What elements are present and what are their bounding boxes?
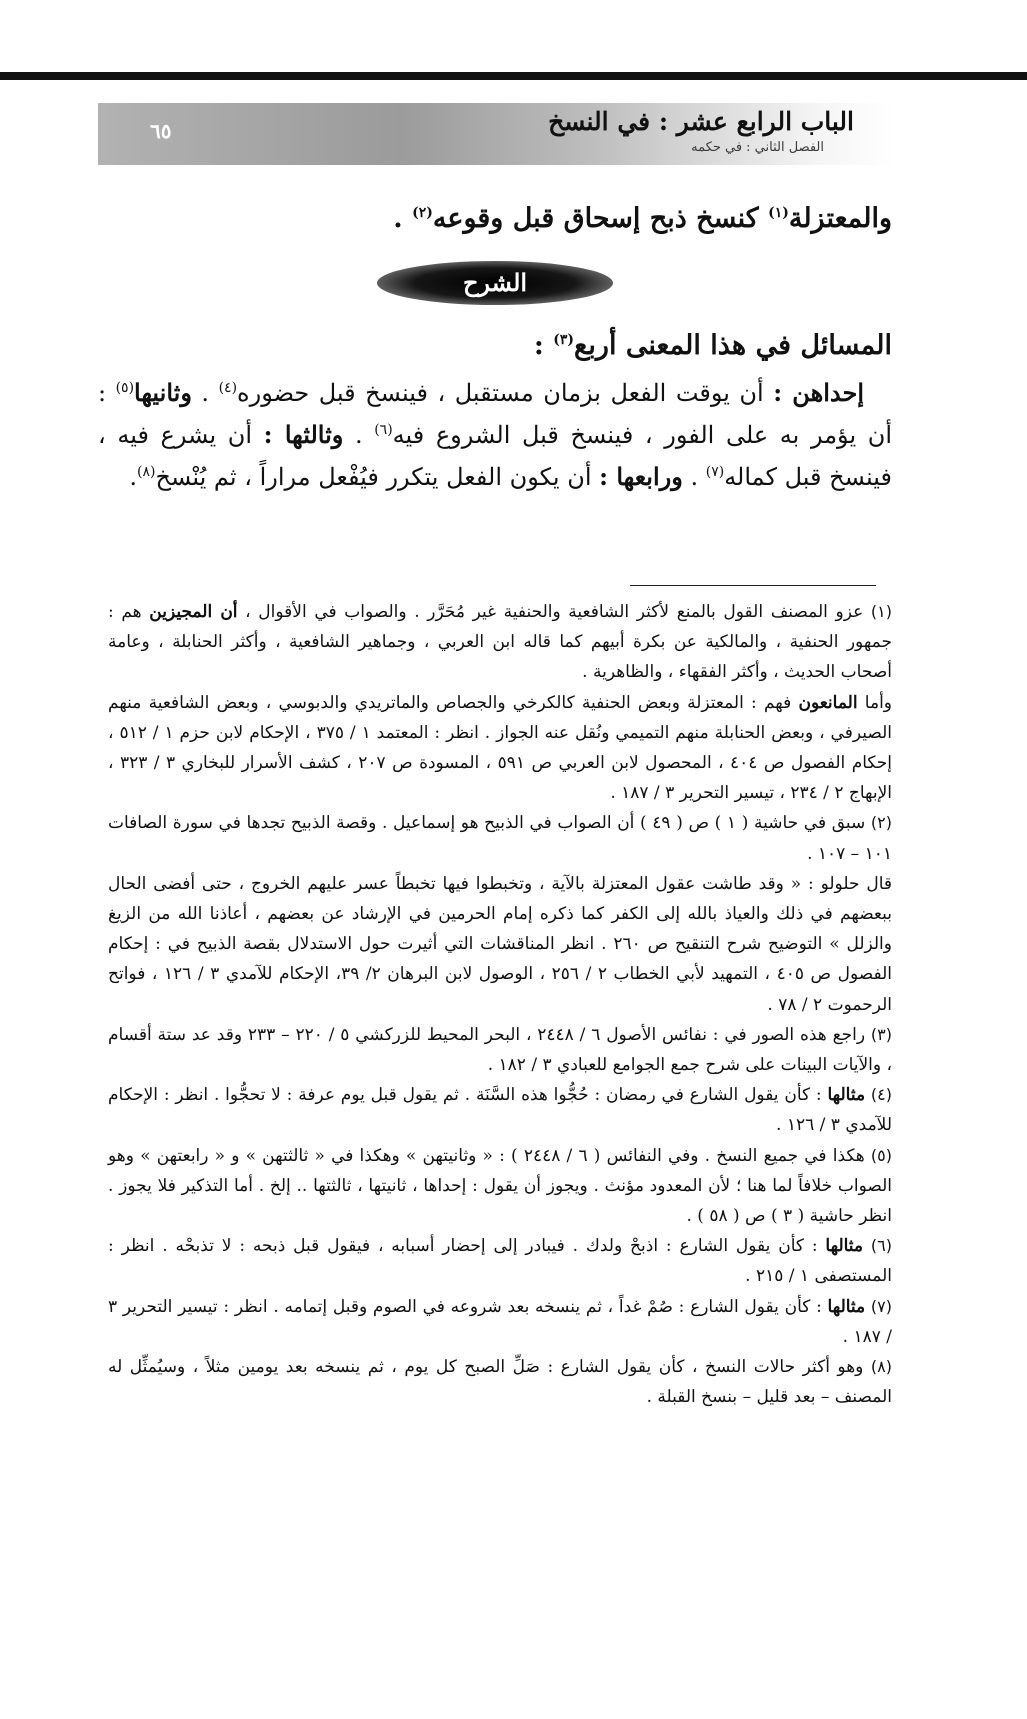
chapter-title: الباب الرابع عشر : في النسخ bbox=[548, 107, 854, 136]
footnote-ref: (٨) bbox=[137, 464, 156, 480]
footnote: (٣) راجع هذه الصور في : نفائس الأصول ٦ / ٢٤٤٨ ، البحر المحيط للزركشي ٥ / ٢٢٠ – ٢٣٣ وقد عد ستة أقسام ، والآيات البينات على شرح جمع الجوامع للعبادي ٣ / ١٨٢ . bbox=[108, 1024, 892, 1076]
main-text bbox=[98, 198, 892, 498]
matn-line: والمعتزلة$^{(١)}$ كنسخ ذبح إسحاق قبل وقوعه$^{(٢)}$ . bbox=[393, 203, 892, 234]
footnote-continuation: وأما المانعون فهم : المعتزلة وبعض الحنفية كالكرخي والجصاص والماتريدي والدبوسي ، وبعض الشافعية منهم الصيرفي ، وبعض الحنابلة منهم التميمي ونُقل عنه الجواز . انظر : المعتمد ١ / ٣٧٥ ، الإحكام لابن حزم ١ / ٥١٢ ، إحكام الفصول ص ٤٠٤ ، المحصول لابن العربي ص ٥٩١ ، المسودة ص ٢٠٧ ، كشف الأسرار للبخاري ٣ / ٣٢٣ ، الإبهاج ٢ / ٢٣٤ ، تيسير التحرير ٣ / ١٨٧ . bbox=[108, 692, 893, 804]
keyword: ورابعها : bbox=[599, 462, 683, 491]
keyword: وثالثها : bbox=[263, 420, 344, 449]
footnote-number: (٧) bbox=[870, 1296, 892, 1316]
footnote-continuation: قال حلولو : « وقد طاشت عقول المعتزلة بالآية ، وتخبطوا فيها تخبطاً عسر عليهم الخروج ، حتى أفضى الحال ببعضهم في ذلك والعياذ بالله إلى الكفر كما ذكره إمام الحرمين في الإرشاد عن بعضهم ، أعاذنا الله من الزيغ والزلل » التوضيح شرح التنقيح ص ٢٦٠ . انظر المناقشات التي أثيرت حول الاستدلال بقصة الذبيح في : إحكام الفصول ص ٤٠٥ ، التمهيد لأبي الخطاب ٢ / ٢٥٦ ، الوصول لابن البرهان ٢/ ٣٩، الإحكام للآمدي ٣ / ١٢٦ ، فواتح الرحموت ٢ / ٧٨ . bbox=[108, 873, 892, 1015]
footnote: (٥) هكذا في جميع النسخ . وفي النفائس ( ٦ / ٢٤٤٨ ) : « وثانيتهن » وهكذا في « ثالثتهن » و « رابعتهن » وهو الصواب خلافاً لما هنا ؛ لأن المعدود مؤنث . ويجوز أن يقول : إحداها ، ثانيتها ، ثالثتها .. إلخ . أما التذكير فلا يجوز . انظر حاشية ( ٣ ) ص ( ٥٨ ) . bbox=[108, 1145, 892, 1227]
sharh-banner-wrap bbox=[98, 261, 892, 305]
footnote-number: (١) bbox=[870, 602, 892, 621]
section-subtitle: الفصل الثاني : في حكمه bbox=[691, 140, 824, 155]
footnote-ref: (٢) bbox=[412, 205, 433, 221]
body-paragraph: إحداهن : أن يوقت الفعل بزمان مستقبل ، فينسخ قبل حضوره$^{(٤)}$ . وثانيها$^{(٥)}$ : أن يؤمر به على الفور ، فينسخ قبل الشروع فيه$^{(٦)}$ . وثالثها : أن يشرع فيه ، فينسخ قبل كماله$^{(٧)}$ . ورابعها : أن يكون الفعل يتكرر فيُفْعل مراراً ، ثم يُنْسخ$^{(٨)}$. bbox=[98, 378, 893, 491]
footnotes bbox=[108, 597, 892, 1412]
footnote-number: (٢) bbox=[870, 813, 892, 833]
footnote: (٨) وهو أكثر حالات النسخ ، كأن يقول الشارع : صَلِّ الصبح كل يوم ، ثم ينسخه بعد يومين مثلاً ، وسيُمثِّل له المصنف – بعد قليل – بنسخ القبلة . bbox=[108, 1357, 892, 1408]
footnote: (٤) مثالها : كأن يقول الشارع في رمضان : حُجُّوا هذه السَّنَة . ثم يقول قبل يوم عرفة : لا تحجُّوا . انظر : الإحكام للآمدي ٣ / ١٢٦ . bbox=[108, 1085, 892, 1136]
footnote: (٢) سبق في حاشية ( ١ ) ص ( ٤٩ ) أن الصواب في الذبيح هو إسماعيل . وقصة الذبيح تجدها في سورة الصافات ١٠١ – ١٠٧ . bbox=[108, 813, 892, 864]
footnote: (٦) مثالها : كأن يقول الشارع : اذبحْ ولدك . فيبادر إلى إحضار أسبابه ، فيقول قبل ذبحه : لا تذبحْه . انظر : المستصفى ١ / ٢١٥ . bbox=[108, 1236, 892, 1287]
section-heading: المسائل في هذا المعنى أربع$^{(٣)}$ : bbox=[533, 330, 892, 361]
keyword: وثانيها bbox=[134, 378, 192, 407]
footnote-ref: (٤) bbox=[218, 380, 238, 396]
footnote-number: (٣) bbox=[870, 1024, 892, 1044]
footnote-divider bbox=[630, 585, 876, 586]
footnote-ref: (٥) bbox=[115, 380, 135, 396]
footnote-number: (٦) bbox=[870, 1236, 892, 1256]
page-number: ٦٥ bbox=[150, 119, 172, 143]
footnote: (١) عزو المصنف القول بالمنع لأكثر الشافعية والحنفية غير مُحَرَّر . والصواب في الأقوال ، أن المجيزين هم : جمهور الحنفية ، والمالكية عن بكرة أبيهم كما قاله ابن العربي ، وجماهير الشافعية ، وأكثر الحنابلة ، وعامة أصحاب الحديث ، وأكثر الفقهاء ، والظاهرية . bbox=[108, 602, 892, 683]
footnote-number: (٥) bbox=[870, 1145, 892, 1165]
footnote: (٧) مثالها : كأن يقول الشارع : صُمْ غداً ، ثم ينسخه بعد شروعه في الصوم وقبل إتمامه . انظر : تيسير التحرير ٣ / ١٨٧ . bbox=[108, 1296, 892, 1347]
footnote-number: (٤) bbox=[870, 1085, 892, 1105]
chapter-header bbox=[98, 103, 894, 165]
footnote-ref: (٣) bbox=[553, 332, 575, 348]
top-rule bbox=[0, 72, 1027, 80]
footnote-ref: (٦) bbox=[374, 422, 393, 438]
sharh-banner: الشرح bbox=[377, 261, 613, 305]
footnote-ref: (٧) bbox=[705, 464, 725, 480]
footnote-number: (٨) bbox=[870, 1357, 892, 1377]
footnote-ref: (١) bbox=[768, 205, 789, 221]
keyword: إحداهن : bbox=[773, 378, 865, 407]
